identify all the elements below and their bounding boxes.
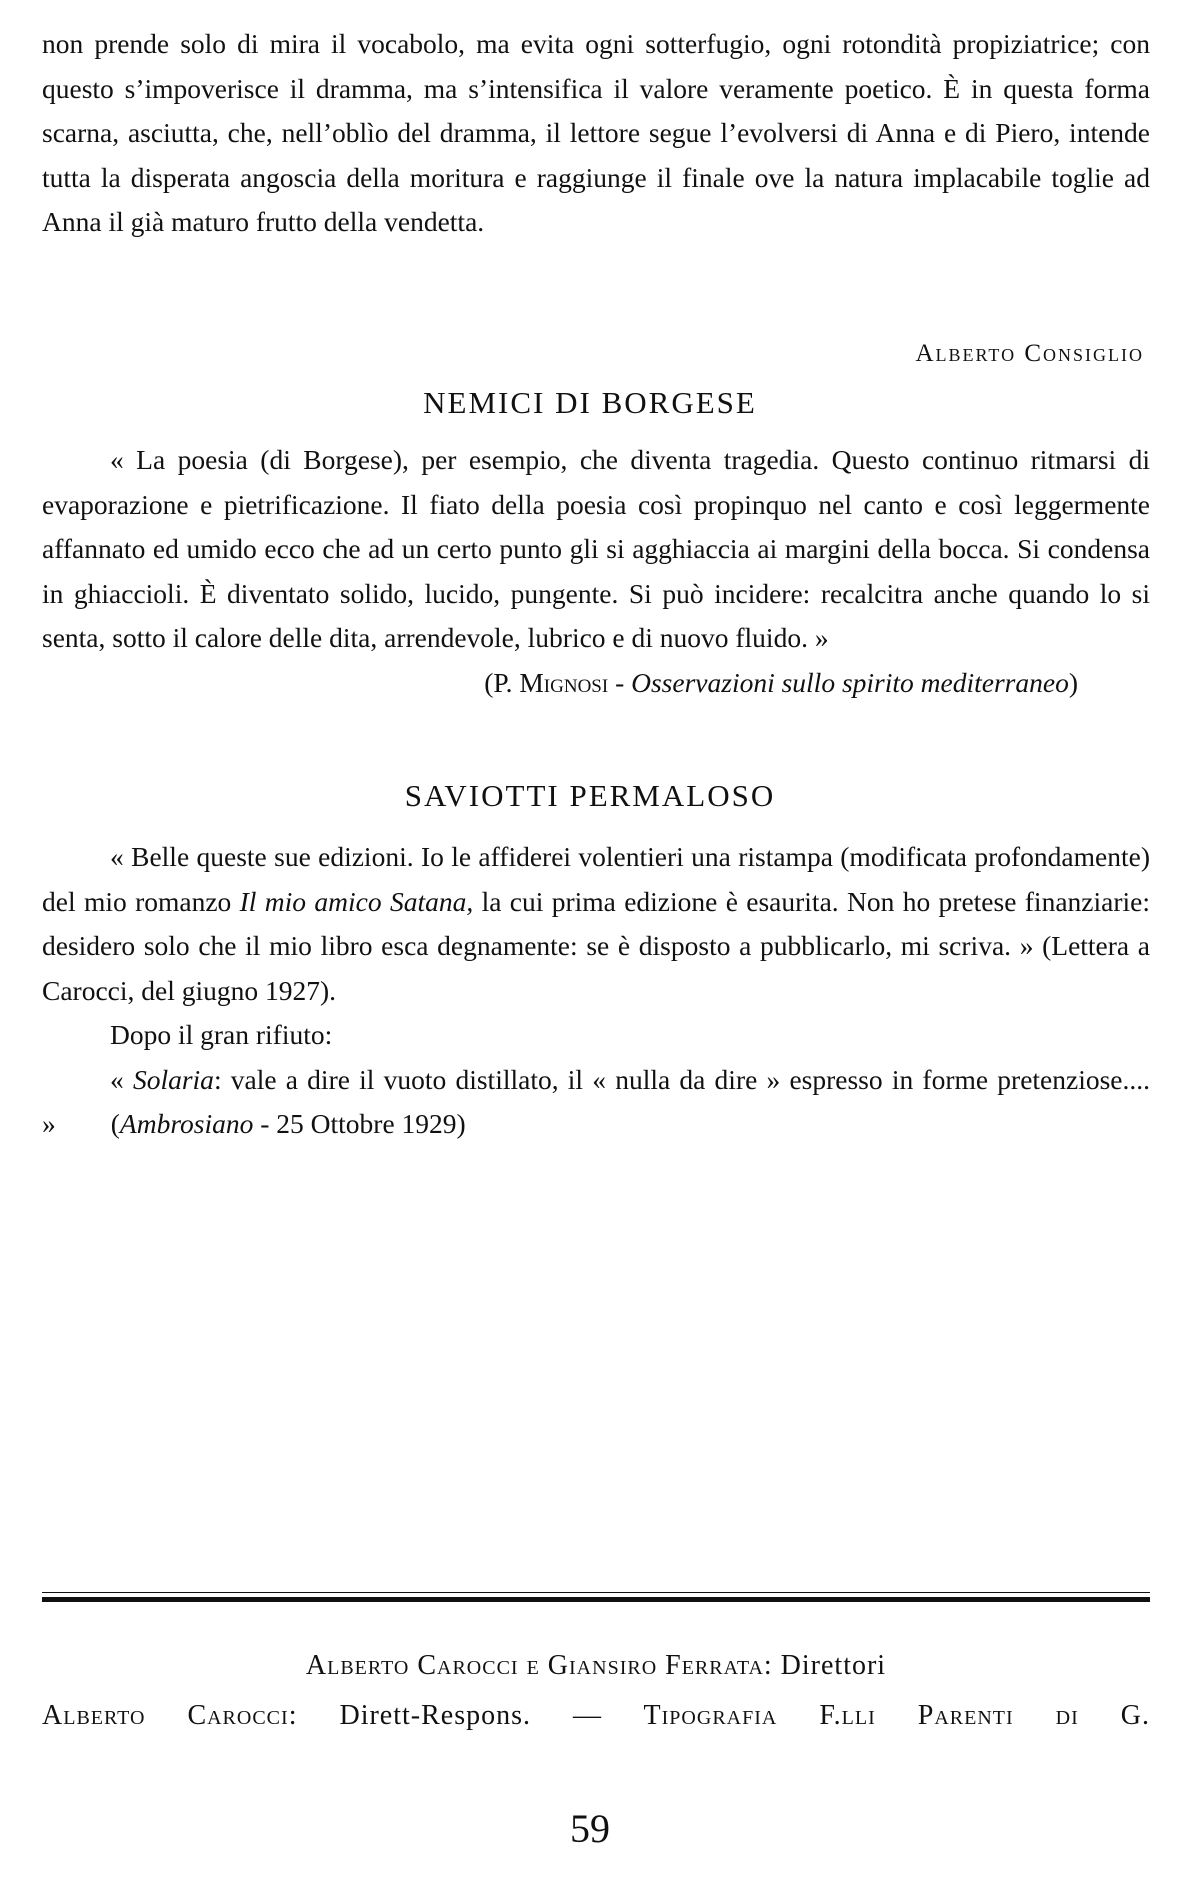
footer-printer: Tipografia F.lli Parenti di G. (643, 1700, 1151, 1731)
saviotti-quote (42, 835, 1150, 1013)
solaria-cite-title: Ambrosiano (119, 1108, 254, 1139)
solaria-quote-open: « (110, 1063, 133, 1095)
footer-publisher (42, 1700, 1150, 1732)
citation-sep: - (615, 666, 625, 698)
footer-responsible-name: Alberto Carocci (42, 1700, 289, 1731)
author-signature: Alberto Consiglio (915, 340, 1144, 367)
saviotti-novel-title: Il mio amico Satana, (239, 885, 474, 917)
footer-director-names: Alberto Carocci e Giansiro Ferrata (305, 1650, 764, 1681)
footer-director-role: : Direttori (763, 1650, 887, 1681)
solaria-title: Solaria (132, 1063, 214, 1095)
solaria-cite-open: ( (110, 1108, 120, 1139)
saviotti-after: Dopo il gran rifiuto: (110, 1019, 333, 1050)
footer-rule (42, 1592, 1150, 1602)
saviotti-quote-end: la cui prima edizione è esaurita. Non ho pretese finanziarie: desidero solo che il mio libro esca degnamente: se è disposto a pubblicarlo, mi scriva. » (Lettera a Carocci, del giugno 1927). (42, 885, 1150, 1006)
footer-responsible-role: : Dirett-Respons. (288, 1700, 532, 1731)
footer-rule-thick (42, 1597, 1150, 1602)
section-nemici (42, 438, 1150, 705)
section-heading-saviotti: SAVIOTTI PERMALOSO (404, 778, 776, 813)
page-number: 59 (570, 1806, 610, 1851)
footer-dash: — (573, 1700, 603, 1731)
citation-title: Osservazioni sullo spirito mediterraneo (631, 666, 1069, 698)
section-saviotti (42, 835, 1150, 1147)
nemici-citation (42, 661, 1150, 706)
page-body (42, 22, 1150, 245)
solaria-quote (42, 1058, 1150, 1147)
footer-directors (42, 1650, 1150, 1682)
intro-paragraph: non prende solo di mira il vocabolo, ma evita ogni sotterfugio, ogni rotondità propiziatrice; con questo s’impoverisce il dramma, ma s’intensifica il valore veramente poetico. È in questa forma scarna, asciutta, che, nell’oblìo del dramma, il lettore segue l’evolversi di Anna e di Piero, intende tutta la disperata angoscia della moritura e raggiunge il finale ove la natura implacabile toglie ad Anna il già maturo frutto della vendetta. (42, 28, 1150, 237)
saviotti-quote-start: « Belle queste sue edizioni. Io le affiderei volentieri una ristampa (modificata profondamente) del mio romanzo (42, 841, 1150, 917)
footer-rule-thin (42, 1592, 1150, 1593)
section-heading-nemici: NEMICI DI BORGESE (423, 385, 757, 420)
solaria-cite-rest: - 25 Ottobre 1929) (253, 1108, 466, 1139)
citation-author: Mignosi (519, 666, 609, 698)
nemici-quote: « La poesia (di Borgese), per esempio, che diventa tragedia. Questo continuo ritmarsi di evaporazione e pietrificazione. Il fiato della poesia così propinquo nel canto e così leggermente affannato ed umido ecco che ad un certo punto gli si agghiaccia ai margini della bocca. Si condensa in ghiaccioli. È diventato solido, lucido, pungente. Si può incidere: recalcitra anche quando lo si senta, sotto il calore delle dita, arrendevole, lubrico e di nuovo fluido. » (42, 444, 1150, 653)
citation-open: (P. (484, 666, 513, 698)
solaria-quote-text: : vale a dire il vuoto distillato, il « nulla da dire » espresso in forme pretenziose.... » (42, 1063, 1150, 1139)
citation-close: ) (1068, 666, 1078, 698)
